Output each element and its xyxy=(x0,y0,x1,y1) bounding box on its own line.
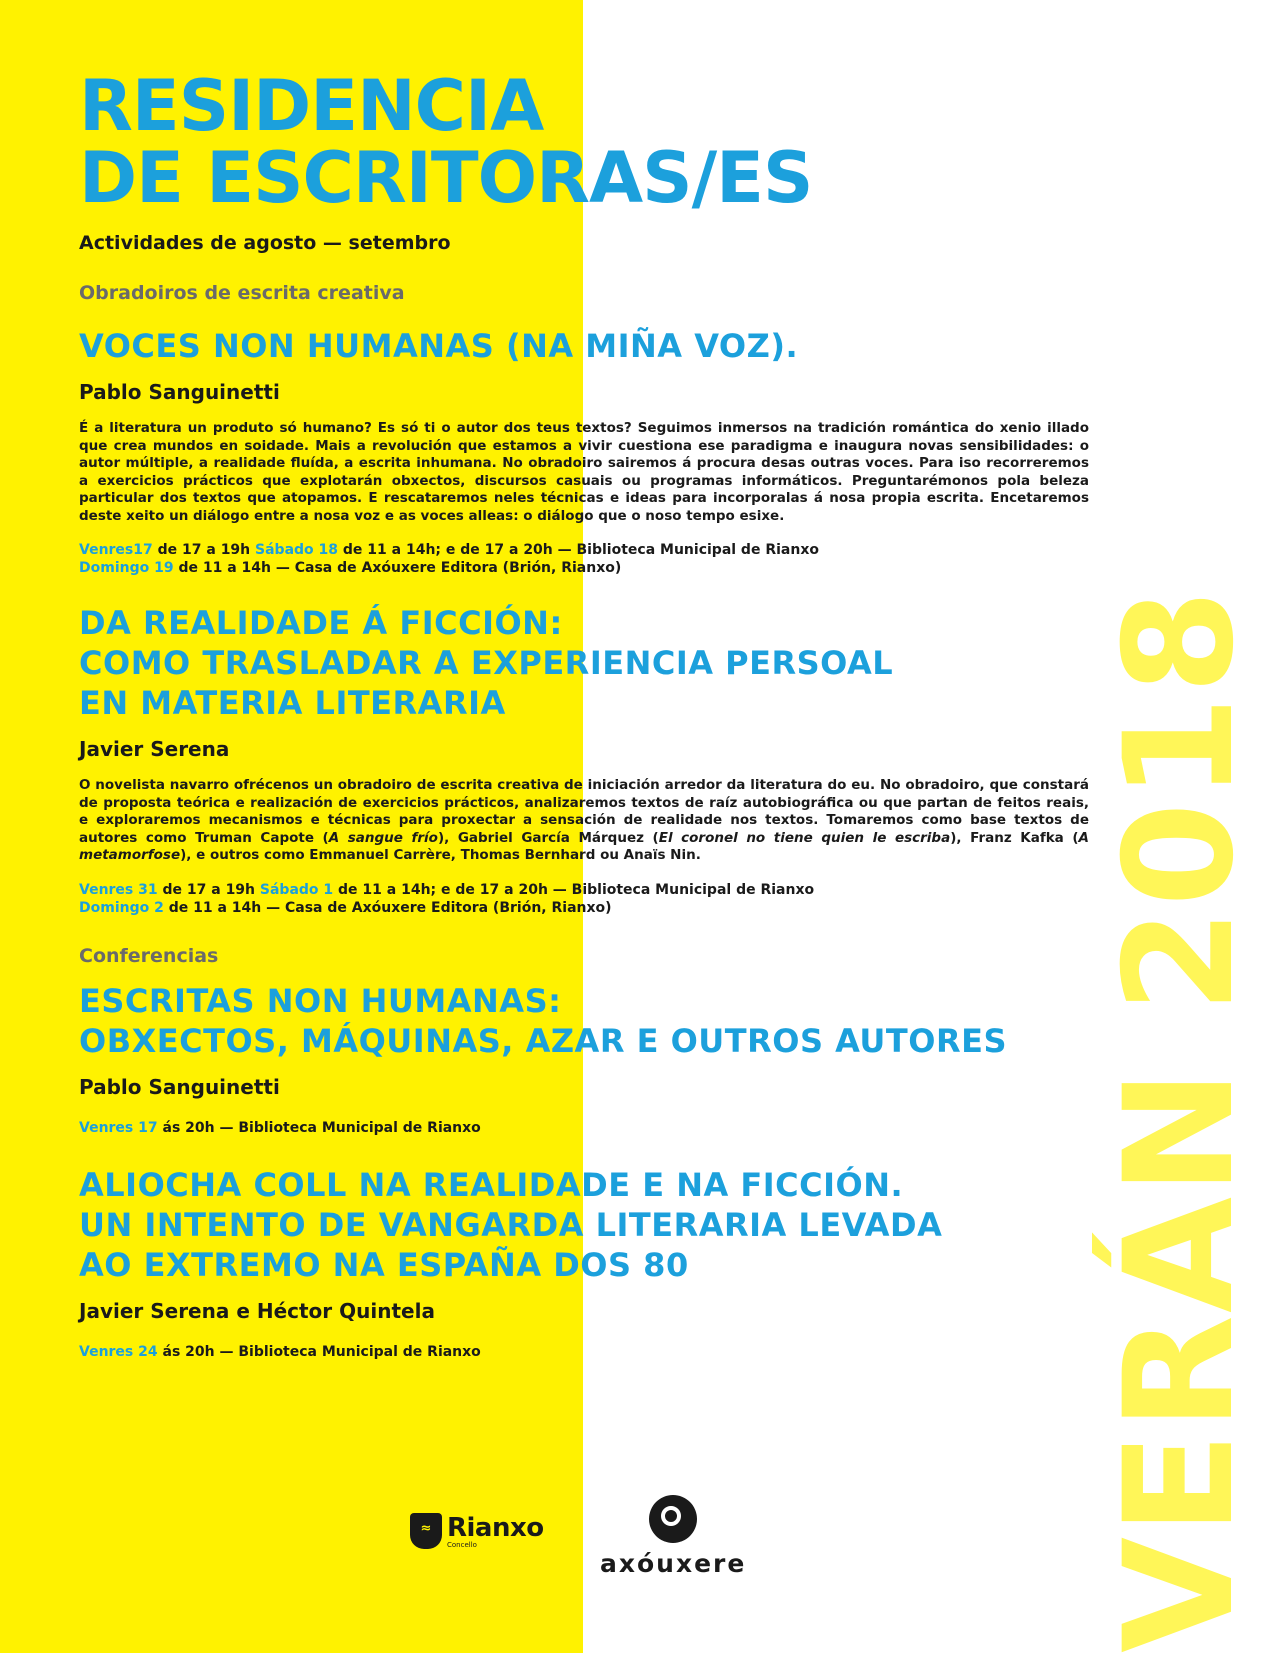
workshop-1-author: Pablo Sanguinetti xyxy=(79,380,280,404)
book-title: El coronel no tiene quien le escriba xyxy=(658,829,951,846)
schedule-day: Venres17 xyxy=(79,542,153,558)
schedule-day: Venres 24 xyxy=(79,1343,158,1360)
axouxere-name: axóuxere xyxy=(600,1549,747,1578)
section-label-workshops: Obradoiros de escrita creativa xyxy=(79,282,405,304)
poster-title xyxy=(79,65,1089,219)
side-vertical-title: VERÁN 2018 xyxy=(1093,587,1267,1653)
schedule-text: de 11 a 14h — Casa de Axóuxere Editora (Brión, Rianxo) xyxy=(173,560,622,576)
schedule-text: ás 20h — Biblioteca Municipal de Rianxo xyxy=(157,1119,481,1136)
schedule-text: ás 20h — Biblioteca Municipal de Rianxo xyxy=(157,1343,481,1360)
conference-1-schedule xyxy=(79,1119,1089,1137)
sponsor-logos xyxy=(410,1495,770,1595)
axouxere-mark-icon xyxy=(649,1495,697,1543)
schedule-text: de 11 a 14h — Casa de Axóuxere Editora (Brión, Rianxo) xyxy=(163,899,612,916)
conference-1-author: Pablo Sanguinetti xyxy=(79,1074,280,1099)
desc-text: ), Gabriel García Márquez ( xyxy=(437,829,659,846)
conference-2-title-line-2: UN INTENTO DE VANGARDA LITERARIA LEVADA xyxy=(79,1205,943,1244)
schedule-text: de 17 a 19h xyxy=(157,881,260,898)
conference-2-title xyxy=(79,1165,1089,1285)
schedule-day: Venres 31 xyxy=(79,881,158,898)
conference-1-title-line-2: OBXECTOS, MÁQUINAS, AZAR E OUTROS AUTORES xyxy=(79,1021,1007,1060)
schedule-day: Venres 17 xyxy=(79,1119,158,1136)
desc-text: O novelista navarro ofrécenos un obradoiro de escrita creativa de iniciación arredor da literatura do eu. No obradoiro, que constará de proposta teórica e realización de exercicios prácticos, analizaremos textos de raíz autobiográfica ou que partan de feitos reais, e exploraremos mecanismos e técnicas para proxectar a sensación de realidade nos textos. Tomaremos como base textos de autores como Truman Capote ( xyxy=(79,777,1089,846)
workshop-1-description: É a literatura un produto só humano? Es só ti o autor dos teus textos? Seguimos inmersos na tradición romántica do xenio illado que crea mundos en soidade. Mais a revolución que estamos a vivir cuestiona ese paradigma e inaugura novas sensibilidades: o autor múltiple, a realidade fluída, a escrita inhumana. No obradoiro sairemos á procura desas outras voces. Para iso recorreremos a exercicios prácticos que explotarán obxectos, discursos casuais ou programas informáticos. Preguntarémonos pola beleza particular dos textos que atopamos. E rescataremos neles técnicas e ideas para incorporalas á nosa propia escrita. Encetaremos deste xeito un diálogo entre a nosa voz e as voces alleas: o diálogo que o noso tempo esixe. xyxy=(79,420,1089,524)
conference-2-schedule xyxy=(79,1343,1089,1361)
schedule-text: de 11 a 14h; e de 17 a 20h — Biblioteca Municipal de Rianxo xyxy=(338,542,819,558)
desc-text: ), Franz Kafka ( xyxy=(950,829,1079,846)
conference-2-title-line-1: ALIOCHA COLL NA REALIDADE E NA FICCIÓN. xyxy=(79,1165,904,1204)
section-label-conferences: Conferencias xyxy=(79,944,219,967)
schedule-line xyxy=(79,881,1089,899)
workshop-2-title-line-2: COMO TRASLADAR A EXPERIENCIA PERSOAL xyxy=(79,644,894,682)
book-title: A metamorfose xyxy=(79,829,1089,863)
workshop-2 xyxy=(79,603,1089,917)
rianxo-logo xyxy=(410,1513,544,1549)
workshop-2-title xyxy=(79,603,1089,723)
title-line-2: DE ESCRITORAS/ES xyxy=(79,137,813,219)
conference-2-title-line-3: AO EXTREMO NA ESPAÑA DOS 80 xyxy=(79,1245,689,1284)
desc-text: ), e outros como Emmanuel Carrère, Thomas Bernhard ou Anaïs Nin. xyxy=(180,847,701,863)
rianxo-subtitle: Concello xyxy=(447,1541,477,1549)
schedule-line xyxy=(79,541,1089,559)
schedule-day: Sábado 18 xyxy=(255,542,339,558)
conference-2 xyxy=(79,1165,1089,1361)
schedule-line xyxy=(79,559,1089,577)
workshop-1-title-line: VOCES NON HUMANAS (NA MIÑA VOZ). xyxy=(79,327,799,365)
schedule-line xyxy=(79,899,1089,917)
title-line-1: RESIDENCIA xyxy=(79,65,544,147)
conference-2-author: Javier Serena e Héctor Quintela xyxy=(79,1298,435,1323)
workshop-2-description xyxy=(79,777,1089,865)
poster-subtitle: Actividades de agosto — setembro xyxy=(79,232,451,254)
workshop-1-schedule xyxy=(79,541,1089,577)
schedule-day: Domingo 2 xyxy=(79,899,164,916)
workshop-2-title-line-3: EN MATERIA LITERARIA xyxy=(79,684,506,722)
workshop-2-schedule xyxy=(79,881,1089,917)
poster-content xyxy=(79,65,1089,1361)
schedule-day: Domingo 19 xyxy=(79,560,174,576)
book-title: A sangue frío xyxy=(328,829,438,846)
rianxo-name: Rianxo xyxy=(447,1513,544,1543)
conference-1-title xyxy=(79,981,1089,1061)
axouxere-logo xyxy=(600,1495,746,1578)
workshop-2-title-line-1: DA REALIDADE Á FICCIÓN: xyxy=(79,604,563,642)
schedule-text: de 17 a 19h xyxy=(152,542,256,558)
schedule-text: de 11 a 14h; e de 17 a 20h — Biblioteca Municipal de Rianxo xyxy=(333,881,815,898)
workshop-2-author: Javier Serena xyxy=(79,737,230,761)
rianxo-shield-icon: ≈ xyxy=(410,1513,442,1549)
workshop-1 xyxy=(79,326,1089,577)
conference-1-title-line-1: ESCRITAS NON HUMANAS: xyxy=(79,981,562,1020)
conference-1 xyxy=(79,981,1089,1137)
workshop-1-title xyxy=(79,326,1089,366)
schedule-day: Sábado 1 xyxy=(259,881,334,898)
